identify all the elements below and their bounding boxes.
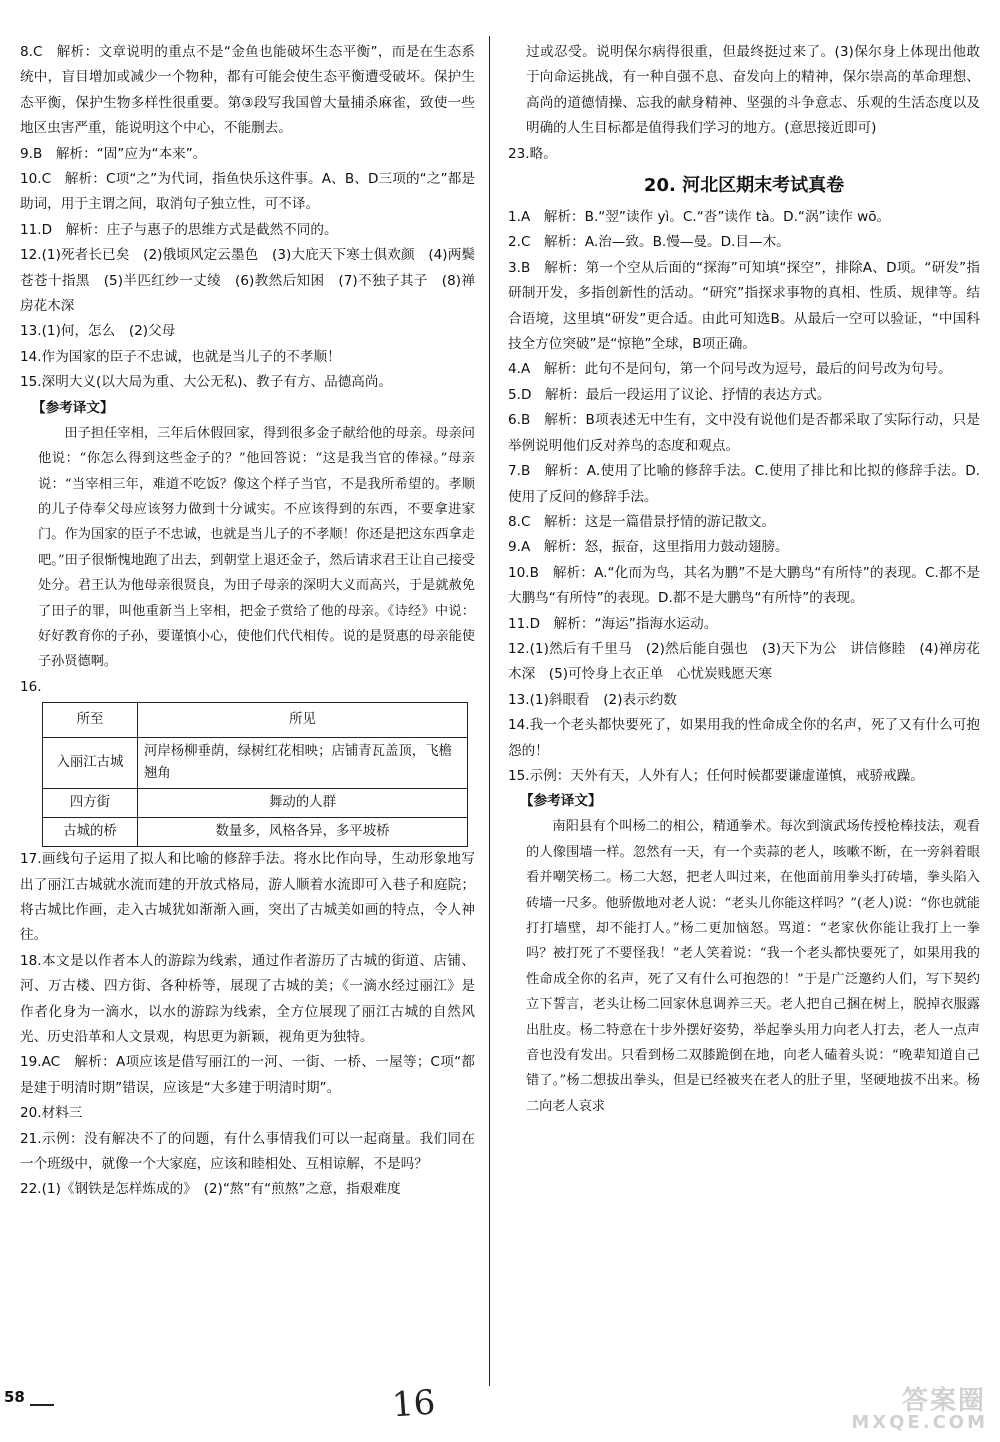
- answer-11: 11.D 解析：庄子与惠子的思维方式是截然不同的。: [20, 221, 338, 238]
- answer-8: 8.C 解析：这是一篇借景抒情的游记散文。: [508, 513, 776, 530]
- answer-13: 13.(1)何，怎么 (2)父母: [20, 323, 176, 340]
- answer-17: 17.画线句子运用了拟人和比喻的修辞手法。将水比作向导，生动形象地写出了丽江古城就水流而建的开放式格局，游人顺着水流即可入巷子和庭院；将古城比作画，走入古城犹如渐渐入画，突出了古城美如画的特点，令人神往。: [20, 851, 475, 944]
- answer-11: 11.D 解析：“海运”指海水运动。: [508, 615, 718, 632]
- answer-10: 10.B 解析：A.“化而为鸟，其名为鹏”不是大鹏鸟“有所恃”的表现。C.都不是大鹏鸟“有所恃”的表现。D.都不是大鹏鸟“有所恃”的表现。: [508, 564, 980, 607]
- table-row: [43, 818, 468, 847]
- answer-22: 22.(1)《钢铁是怎样炼成的》 (2)“熬”有“煎熬”之意，指艰难度: [20, 1181, 401, 1198]
- watermark-logo: 答案圈: [901, 1386, 986, 1416]
- answer-9: 9.B 解析：“固”应为“本来”。: [20, 145, 207, 162]
- table-header: 所见: [138, 703, 468, 738]
- answer-13: 13.(1)斜眼看 (2)表示约数: [508, 691, 677, 708]
- answer-10: 10.C 解析：C项“之”为代词，指鱼快乐这件事。A、B、D三项的“之”都是助词，用于主谓之间，取消句子独立性，可不译。: [20, 171, 475, 213]
- right-column: [508, 40, 980, 1119]
- answer-1: 1.A 解析：B.“翌”读作 yì。C.“沓”读作 tà。D.“涡”读作 wō。: [508, 209, 891, 226]
- answer-4: 4.A 解析：此句不是问句，第一个问号改为逗号，最后的问号改为句号。: [508, 361, 952, 378]
- page-number: 58: [4, 1388, 25, 1406]
- answer-15: 15.深明大义(以大局为重、大公无私)、教子有方、品德高尚。: [20, 374, 393, 391]
- answer-23: 23.略。: [508, 145, 557, 162]
- answer-6: 6.B 解析：B项表述无中生有，文中没有说他们是否都采取了实际行动，只是举例说明他们反对养鸟的态度和观点。: [508, 412, 980, 454]
- reference-translation: 南阳县有个叫杨二的相公，精通拳术。每次到演武场传授枪棒技法，观看的人像围墙一样。忽然有一天，有一个卖蒜的老人，咳嗽不断，在一旁斜着眼看并嘲笑杨二。杨二大怒，把老人叫过来，在他面前用拳头打砖墙，拳头陷入砖墙一尺多。他骄傲地对老人说：“老头儿你能这样吗？”(老人)说：“你也就能打打墙壁，却不能打人。”杨二更加恼怒。骂道：“老家伙你能让我打上一拳吗？被打死了不要怪我！”老人笑着说：“我一个老头都快要死了，如果用我的性命成全你的名声，死了又有什么可抱怨的！”于是广泛邀约人们，写下契约立下誓言，老头让杨二回家休息调养三天。老人把自己捆在树上，脱掉衣服露出肚皮。杨二特意在十步外摆好姿势，举起拳头用力向老人打去，老人一点声音也没有发出。只看到杨二双膝跪倒在地，向老人磕着头说：“晚辈知道自己错了。”杨二想拔出拳头，但是已经被夹在老人的肚子里，坚硬地拔不出来。杨二向老人哀求: [526, 819, 980, 1114]
- answer-7: 7.B 解析：A.使用了比喻的修辞手法。C.使用了排比和比拟的修辞手法。D.使用了反问的修辞手法。: [508, 463, 980, 505]
- table-row: [43, 738, 468, 789]
- answer-8: 8.C 解析：文章说明的重点不是“金鱼也能破坏生态平衡”，而是在生态系统中，盲目增加或减少一个物种，都有可能会使生态平衡遭受破坏。保护生态平衡，保护生物多样性很重要。第③段写我国曾大量捕杀麻雀，致使一些地区虫害严重，能说明这个中心，不能删去。: [20, 44, 475, 137]
- handwritten-mark: 16: [390, 1382, 437, 1426]
- section-title: 20. 河北区期末考试真卷: [643, 175, 845, 197]
- table-header-row: [43, 703, 468, 738]
- answer-9: 9.A 解析：怒，振奋，这里指用力鼓动翅膀。: [508, 539, 789, 556]
- answer-21: 21.示例：没有解决不了的问题，有什么事情我们可以一起商量。我们同在一个班级中，就像一个大家庭，应该和睦相处、互相谅解，不是吗？: [20, 1130, 475, 1173]
- answer-16-table: [42, 702, 468, 847]
- table-cell: 四方街: [43, 789, 138, 818]
- answer-2: 2.C 解析：A.治—致。B.慢—曼。D.目—木。: [508, 234, 790, 251]
- watermark-url: MXQE.COM: [851, 1412, 988, 1433]
- answer-12: 12.(1)死者长已矣 (2)俄顷风定云墨色 (3)大庇天下寒士俱欢颜 (4)两鬓苍苍十指黑 (5)半匹红纱一丈绫 (6)教然后知困 (7)不独子其子 (8)禅房花木深: [20, 247, 475, 315]
- table-header: 所至: [43, 703, 138, 738]
- answer-14: 14.我一个老头都快要死了，如果用我的性命成全你的名声，死了又有什么可抱怨的！: [508, 717, 980, 759]
- answer-18: 18.本文是以作者本人的游踪为线索，通过作者游历了古城的街道、店铺、河、万古楼、四方街、各种桥等，展现了古城的美；《一滴水经过丽江》是作者化身为一滴水，以水的游踪为线索，全方位展现了丽江古城的自然风光、历史沿革和人文景观，构思更为新颖，视角更为独特。: [20, 952, 475, 1045]
- table-cell: 古城的桥: [43, 818, 138, 847]
- reference-translation-title: 【参考译文】: [32, 399, 114, 416]
- reference-translation: 田子担任宰相，三年后休假回家，得到很多金子献给他的母亲。母亲问他说：“你怎么得到这些金子的？”他回答说：“这是我当官的俸禄。”母亲说：“当宰相三年，难道不吃饭？像这个样子当官，不是我所希望的。孝顺的儿子侍奉父母应该努力做到十分诚实。不应该得到的东西，不要拿进家门。作为国家的臣子不忠诚，也就是当儿子的不孝顺！你还是把这东西拿走吧。”田子很惭愧地跑了出去，到朝堂上退还金子，然后请求君王让自己接受处分。君王认为他母亲很贤良，为田子母亲的深明大义而高兴，于是就赦免了田子的罪，叫他重新当上宰相，把金子赏给了他的母亲。《诗经》中说：好好教育你的子孙，要谨慎小心，使他们代代相传。说的是贤惠的母亲能使子孙贤德啊。: [38, 425, 475, 670]
- answer-15: 15.示例：天外有天，人外有人；任何时候都要谦虚谨慎，戒骄戒躁。: [508, 767, 924, 784]
- column-divider: [489, 36, 490, 1386]
- answer-12: 12.(1)然后有千里马 (2)然后能自强也 (3)天下为公 讲信修睦 (4)禅房花木深 (5)可怜身上衣正单 心忧炭贱愿天寒: [508, 640, 980, 683]
- table-cell: 舞动的人群: [138, 789, 468, 818]
- answer-19: 19.AC 解析：A项应该是借写丽江的一河、一街、一桥、一屋等；C项“都是建于明清时期”错误，应该是“大多建于明清时期”。: [20, 1054, 475, 1096]
- answer-16-label: 16.: [20, 678, 42, 695]
- answer-14: 14.作为国家的臣子不忠诚，也就是当儿子的不孝顺！: [20, 348, 341, 365]
- table-cell: 河岸杨柳垂荫，绿树红花相映；店铺青瓦盖顶，飞檐翘角: [138, 738, 468, 789]
- left-column: [20, 40, 475, 1203]
- answer-22-continued: 过或忍受。说明保尔病得很重，但最终挺过来了。(3)保尔身上体现出他敢于向命运挑战，有一种自强不息、奋发向上的精神，保尔崇高的革命理想、高尚的道德情操、忘我的献身精神、坚强的斗争意志、乐观的生活态度以及明确的人生目标都是值得我们学习的地方。(意思接近即可): [526, 44, 980, 137]
- answer-20: 20.材料三: [20, 1105, 83, 1122]
- table-cell: 入丽江古城: [43, 738, 138, 789]
- reference-translation-title: 【参考译文】: [520, 793, 602, 810]
- answer-3: 3.B 解析：第一个空从后面的“探海”可知填“探空”，排除A、D项。“研发”指研制开发，多指创新性的活动。“研究”指探求事物的真相、性质、规律等。结合语境，这里填“研发”更合适。由此可知选B。从最后一空可以验证，“中国科技全方位突破”是“惊艳”全球，B项正确。: [508, 259, 980, 353]
- answer-5: 5.D 解析：最后一段运用了议论、抒情的表达方式。: [508, 386, 831, 403]
- page-number-dash: [30, 1404, 54, 1406]
- table-row: [43, 789, 468, 818]
- table-cell: 数量多，风格各异，多平坡桥: [138, 818, 468, 847]
